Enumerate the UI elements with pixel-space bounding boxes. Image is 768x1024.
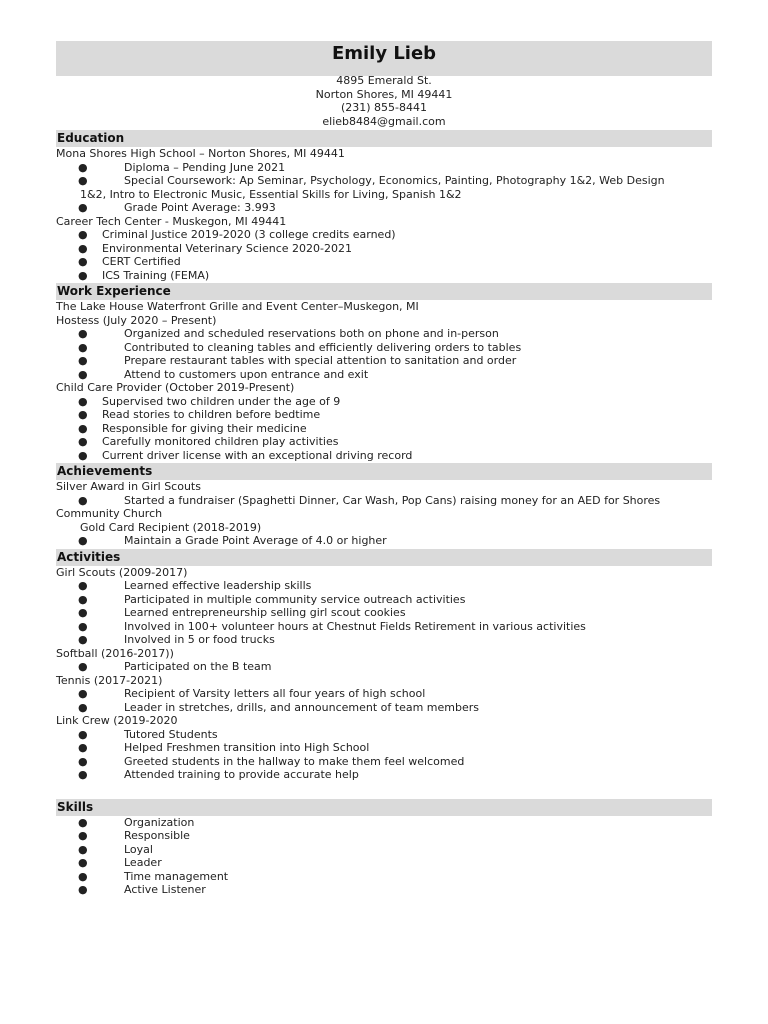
contact-phone: (231) 855-8441 bbox=[340, 101, 428, 114]
list-item: ● Involved in 5 or food trucks bbox=[78, 633, 275, 646]
list-item: ● Helped Freshmen transition into High School bbox=[78, 741, 370, 754]
list-item: ● Leader bbox=[78, 856, 162, 869]
bullet-icon: ● bbox=[78, 687, 88, 700]
list-item: ● Started a fundraiser (Spaghetti Dinner, Car Wash, Pop Cans) raising money for an AED for Shores bbox=[78, 493, 661, 507]
bullet-icon: ● bbox=[78, 856, 88, 869]
list-item: ● Read stories to children before bedtime bbox=[78, 408, 321, 421]
bullet-icon: ● bbox=[78, 842, 88, 856]
bullet-icon: ● bbox=[78, 174, 88, 187]
list-item: ● Learned effective leadership skills bbox=[78, 579, 312, 592]
list-item: ● Involved in 100+ volunteer hours at Chestnut Fields Retirement in various activities bbox=[78, 619, 586, 633]
list-item: ● Active Listener bbox=[78, 883, 206, 896]
list-item-continuation: Community Church bbox=[56, 507, 163, 520]
bullet-icon: ● bbox=[78, 408, 88, 421]
section-spacer bbox=[56, 782, 712, 798]
list-item: ● Responsible bbox=[78, 829, 190, 842]
school-name: Career Tech Center - Muskegon, MI 49441 bbox=[56, 214, 287, 228]
bullet-icon: ● bbox=[78, 606, 88, 619]
list-item: ● Participated in multiple community service outreach activities bbox=[78, 592, 466, 606]
award-name: Silver Award in Girl Scouts bbox=[56, 480, 201, 493]
bullet-icon: ● bbox=[78, 228, 88, 241]
list-item-continuation: 1&2, Intro to Electronic Music, Essential Skills for Living, Spanish 1&2 bbox=[80, 187, 462, 201]
activity-name: Link Crew (2019-2020 bbox=[56, 714, 178, 727]
bullet-icon: ● bbox=[78, 448, 88, 462]
bullet-icon: ● bbox=[78, 493, 88, 507]
list-item: ● Criminal Justice 2019-2020 (3 college credits earned) bbox=[78, 228, 396, 241]
activity-name: Softball (2016-2017)) bbox=[56, 646, 174, 660]
list-item: ● Current driver license with an exceptional driving record bbox=[78, 448, 413, 462]
bullet-icon: ● bbox=[78, 268, 88, 282]
list-item: ● Contributed to cleaning tables and efficiently delivering orders to tables bbox=[78, 340, 522, 354]
bullet-icon: ● bbox=[78, 829, 88, 842]
work-heading: Work Experience bbox=[56, 283, 712, 300]
bullet-icon: ● bbox=[78, 579, 88, 592]
job-title: Hostess (July 2020 – Present) bbox=[56, 313, 217, 327]
list-item: ● ICS Training (FEMA) bbox=[78, 268, 210, 282]
bullet-icon: ● bbox=[78, 592, 88, 606]
activity-name: Girl Scouts (2009-2017) bbox=[56, 565, 188, 579]
list-item: ● Recipient of Varsity letters all four years of high school bbox=[78, 687, 426, 700]
list-item: ● Greeted students in the hallway to make them feel welcomed bbox=[78, 754, 465, 768]
contact-block bbox=[56, 74, 712, 128]
bullet-icon: ● bbox=[78, 534, 88, 547]
list-item: ● Organized and scheduled reservations both on phone and in-person bbox=[78, 327, 499, 340]
list-item: ● Time management bbox=[78, 869, 229, 883]
bullet-icon: ● bbox=[78, 160, 88, 174]
bullet-icon: ● bbox=[78, 619, 88, 633]
bullet-icon: ● bbox=[78, 741, 88, 754]
bullet-icon: ● bbox=[78, 435, 88, 448]
list-item: ● Loyal bbox=[78, 842, 153, 856]
list-item: ● Maintain a Grade Point Average of 4.0 or higher bbox=[78, 534, 387, 547]
bullet-icon: ● bbox=[78, 327, 88, 340]
list-item: ● Learned entrepreneurship selling girl scout cookies bbox=[78, 606, 406, 619]
activities-heading: Activities bbox=[56, 549, 712, 566]
bullet-icon: ● bbox=[78, 883, 88, 896]
candidate-name: Emily Lieb bbox=[331, 43, 437, 64]
award-name: Gold Card Recipient (2018-2019) bbox=[80, 520, 262, 534]
list-item: ● Attend to customers upon entrance and exit bbox=[78, 367, 369, 381]
bullet-icon: ● bbox=[78, 421, 88, 435]
list-item: ● Attended training to provide accurate help bbox=[78, 768, 359, 781]
list-item: ● Responsible for giving their medicine bbox=[78, 421, 307, 435]
list-item: ● Tutored Students bbox=[78, 727, 218, 741]
list-item: ● CERT Certified bbox=[78, 255, 181, 268]
list-item: ● Diploma – Pending June 2021 bbox=[78, 160, 286, 174]
skills-heading: Skills bbox=[56, 799, 712, 816]
list-item: ● Prepare restaurant tables with special attention to sanitation and order bbox=[78, 354, 517, 367]
bullet-icon: ● bbox=[78, 768, 88, 781]
bullet-icon: ● bbox=[78, 201, 88, 214]
list-item: ● Grade Point Average: 3.993 bbox=[78, 201, 276, 214]
bullet-icon: ● bbox=[78, 815, 88, 829]
bullet-icon: ● bbox=[78, 869, 88, 883]
bullet-icon: ● bbox=[78, 633, 88, 646]
achievements-heading: Achievements bbox=[56, 463, 712, 480]
bullet-icon: ● bbox=[78, 340, 88, 354]
activity-name: Tennis (2017-2021) bbox=[56, 673, 163, 687]
bullet-icon: ● bbox=[78, 727, 88, 741]
contact-email: elieb8484@gmail.com bbox=[322, 114, 446, 128]
name-header bbox=[56, 41, 712, 76]
contact-city: Norton Shores, MI 49441 bbox=[315, 87, 453, 101]
bullet-icon: ● bbox=[78, 660, 88, 673]
employer-name: The Lake House Waterfront Grille and Event Center–Muskegon, MI bbox=[56, 300, 419, 313]
bullet-icon: ● bbox=[78, 367, 88, 381]
list-item: ● Carefully monitored children play activities bbox=[78, 435, 339, 448]
resume-content bbox=[56, 129, 712, 897]
list-item: ● Participated on the B team bbox=[78, 660, 272, 673]
education-heading: Education bbox=[56, 130, 712, 147]
bullet-icon: ● bbox=[78, 241, 88, 255]
list-item: ● Special Coursework: Ap Seminar, Psychology, Economics, Painting, Photography 1&2, Web Design bbox=[78, 174, 665, 187]
list-item: ● Leader in stretches, drills, and announcement of team members bbox=[78, 700, 480, 714]
list-item: ● Organization bbox=[78, 815, 195, 829]
job-title: Child Care Provider (October 2019-Present) bbox=[56, 381, 295, 394]
bullet-icon: ● bbox=[78, 394, 88, 408]
list-item: ● Supervised two children under the age of 9 bbox=[78, 394, 341, 408]
bullet-icon: ● bbox=[78, 754, 88, 768]
bullet-icon: ● bbox=[78, 700, 88, 714]
bullet-icon: ● bbox=[78, 255, 88, 268]
list-item: ● Environmental Veterinary Science 2020-2021 bbox=[78, 241, 352, 255]
bullet-icon: ● bbox=[78, 354, 88, 367]
school-name: Mona Shores High School – Norton Shores, MI 49441 bbox=[56, 147, 345, 160]
contact-street: 4895 Emerald St. bbox=[336, 74, 432, 87]
